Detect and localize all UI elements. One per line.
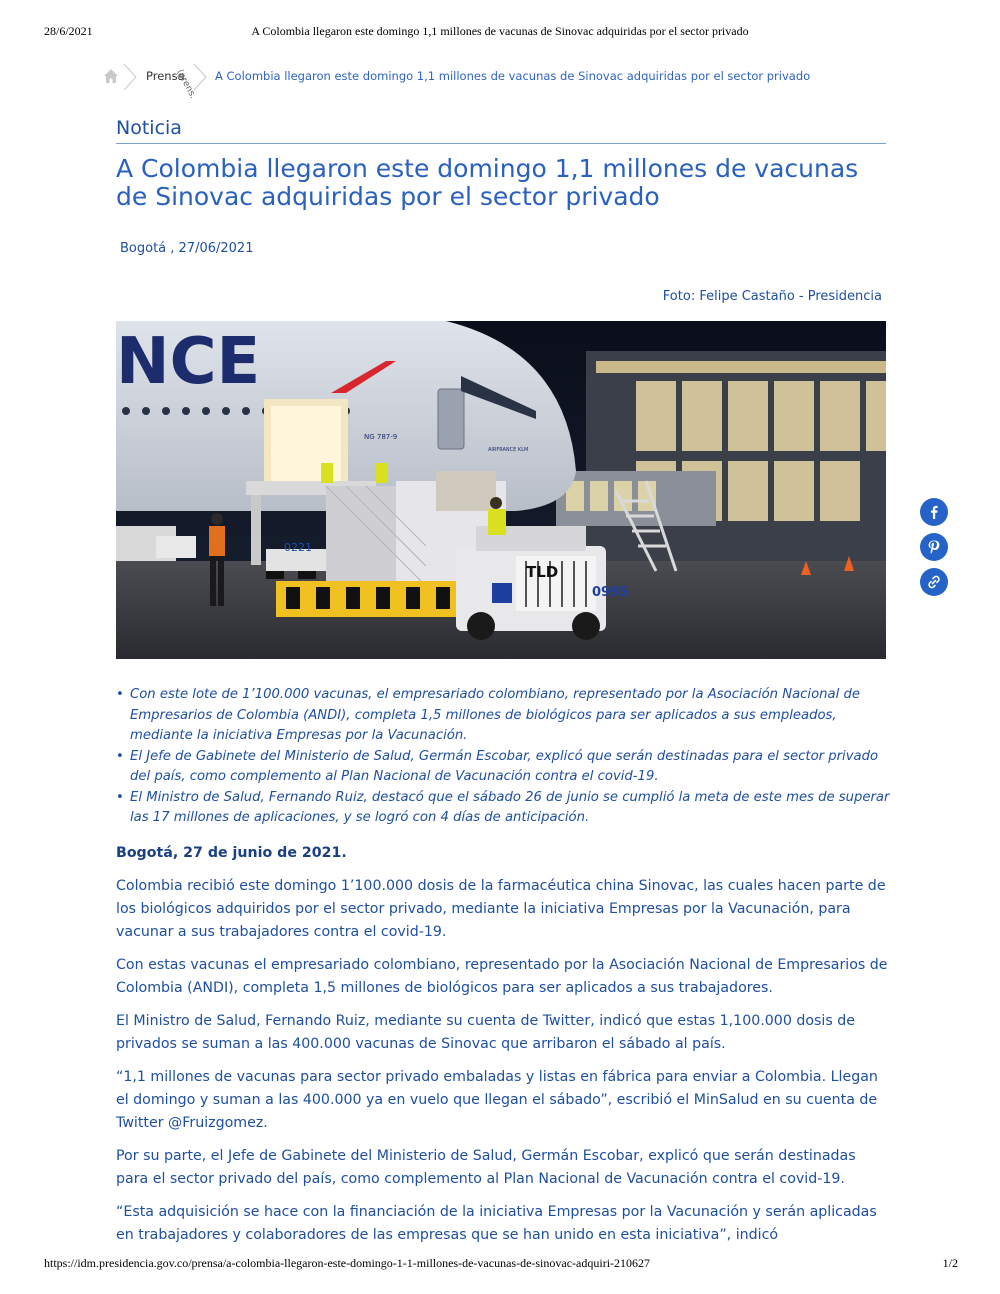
- facebook-icon: [926, 504, 942, 520]
- article-lead: Bogotá, 27 de junio de 2021.: [116, 845, 347, 861]
- breadcrumb-current[interactable]: A Colombia llegaron este domingo 1,1 millones de vacunas de Sinovac adquiridas por el sector privado: [215, 69, 811, 83]
- share-pinterest-button[interactable]: [920, 533, 948, 561]
- article-paragraph: “1,1 millones de vacunas para sector privado embaladas y listas en fábrica para enviar a Colombia. Llegan el domingo y suman a las 400.000 ya en vuelo que llegan el sábado”, escribió el MinSalud en su cuenta de Twitter @Fruizgomez.: [116, 1069, 878, 1131]
- section-label: Noticia: [116, 117, 182, 139]
- breadcrumb-sub[interactable]: (prens.: [174, 68, 198, 101]
- article-paragraph: El Ministro de Salud, Fernando Ruiz, mediante su cuenta de Twitter, indicó que estas 1,100.000 dosis de privados se suman a las 400.000 vacunas de Sinovac que arribaron el sábado al país.: [116, 1013, 856, 1052]
- summary-bullet: • El Jefe de Gabinete del Ministerio de Salud, Germán Escobar, explicó que serán destinadas para el sector privado del país, como complemento al Plan Nacional de Vacunación contra el covid-19.: [130, 747, 900, 788]
- print-date: 28/6/2021: [44, 24, 93, 38]
- breadcrumb-prensa[interactable]: Prensa: [146, 69, 185, 83]
- summary-bullets: [116, 685, 900, 829]
- home-icon[interactable]: [103, 68, 119, 84]
- link-icon: [926, 574, 942, 590]
- tug-number: 0995: [592, 585, 629, 600]
- summary-bullet: • El Ministro de Salud, Fernando Ruiz, destacó que el sábado 26 de junio se cumplió la meta de este mes de superar las 17 millones de aplicaciones, y se logró con 4 días de anticipación.: [130, 788, 900, 829]
- chevron-right-icon: [192, 64, 208, 90]
- section-divider: [116, 143, 886, 144]
- article-body: [116, 842, 888, 1257]
- print-page-number: 1/2: [942, 1256, 958, 1270]
- print-url: https://idm.presidencia.gov.co/prensa/a-colombia-llegaron-este-domingo-1-1-millones-de-vacunas-de-sinovac-adquiri-210627: [44, 1256, 651, 1270]
- aircraft-model-label: NG 787-9: [364, 433, 398, 441]
- article-dateline: Bogotá , 27/06/2021: [120, 241, 254, 256]
- article-paragraph: Por su parte, el Jefe de Gabinete del Ministerio de Salud, Germán Escobar, explicó que serán destinadas para el sector privado del país, como complemento al Plan Nacional de Vacunación contra el covid-19.: [116, 1148, 856, 1187]
- airline-group-label: AIRFRANCE KLM: [488, 447, 529, 453]
- print-title: A Colombia llegaron este domingo 1,1 millones de vacunas de Sinovac adquiridas por el sector privado: [251, 24, 749, 38]
- airline-lettering: NCE: [116, 325, 261, 399]
- loader-number: 0221: [284, 541, 312, 554]
- article-paragraph: Colombia recibió este domingo 1’100.000 dosis de la farmacéutica china Sinovac, las cuales hacen parte de los biológicos adquiridos por el sector privado, mediante la iniciativa Empresas por la Vacunación, para vacunar a sus trabajadores contra el covid-19.: [116, 878, 886, 940]
- breadcrumb: [103, 64, 903, 101]
- article-paragraph: Con estas vacunas el empresariado colombiano, representado por la Asociación Nacional de Empresarios de Colombia (ANDI), completa 1,5 millones de biológicos para ser aplicados a sus trabajadores.: [116, 957, 888, 996]
- airport-cargo-photo: [116, 321, 886, 659]
- chevron-right-icon: [122, 64, 138, 90]
- photo-credit: Foto: Felipe Castaño - Presidencia: [662, 289, 882, 304]
- article-paragraph: “Esta adquisición se hace con la financiación de la iniciativa Empresas por la Vacunación y serán aplicadas en trabajadores y colaboradores de las empresas que se han unido en esta iniciativa”, indicó: [116, 1204, 877, 1243]
- summary-bullet: • Con este lote de 1’100.000 vacunas, el empresariado colombiano, representado por la Asociación Nacional de Empresarios de Colombia (ANDI), completa 1,5 millones de biológicos para ser aplicados a sus empleados, mediante la iniciativa Empresas por la Vacunación.: [130, 685, 900, 747]
- page-title: A Colombia llegaron este domingo 1,1 millones de vacunas de Sinovac adquiridas por el sector privado: [116, 154, 859, 211]
- tug-brand: TLD: [526, 563, 559, 581]
- share-link-button[interactable]: [920, 568, 948, 596]
- pinterest-icon: [926, 539, 942, 555]
- article-photo: [116, 321, 886, 659]
- share-facebook-button[interactable]: [920, 498, 948, 526]
